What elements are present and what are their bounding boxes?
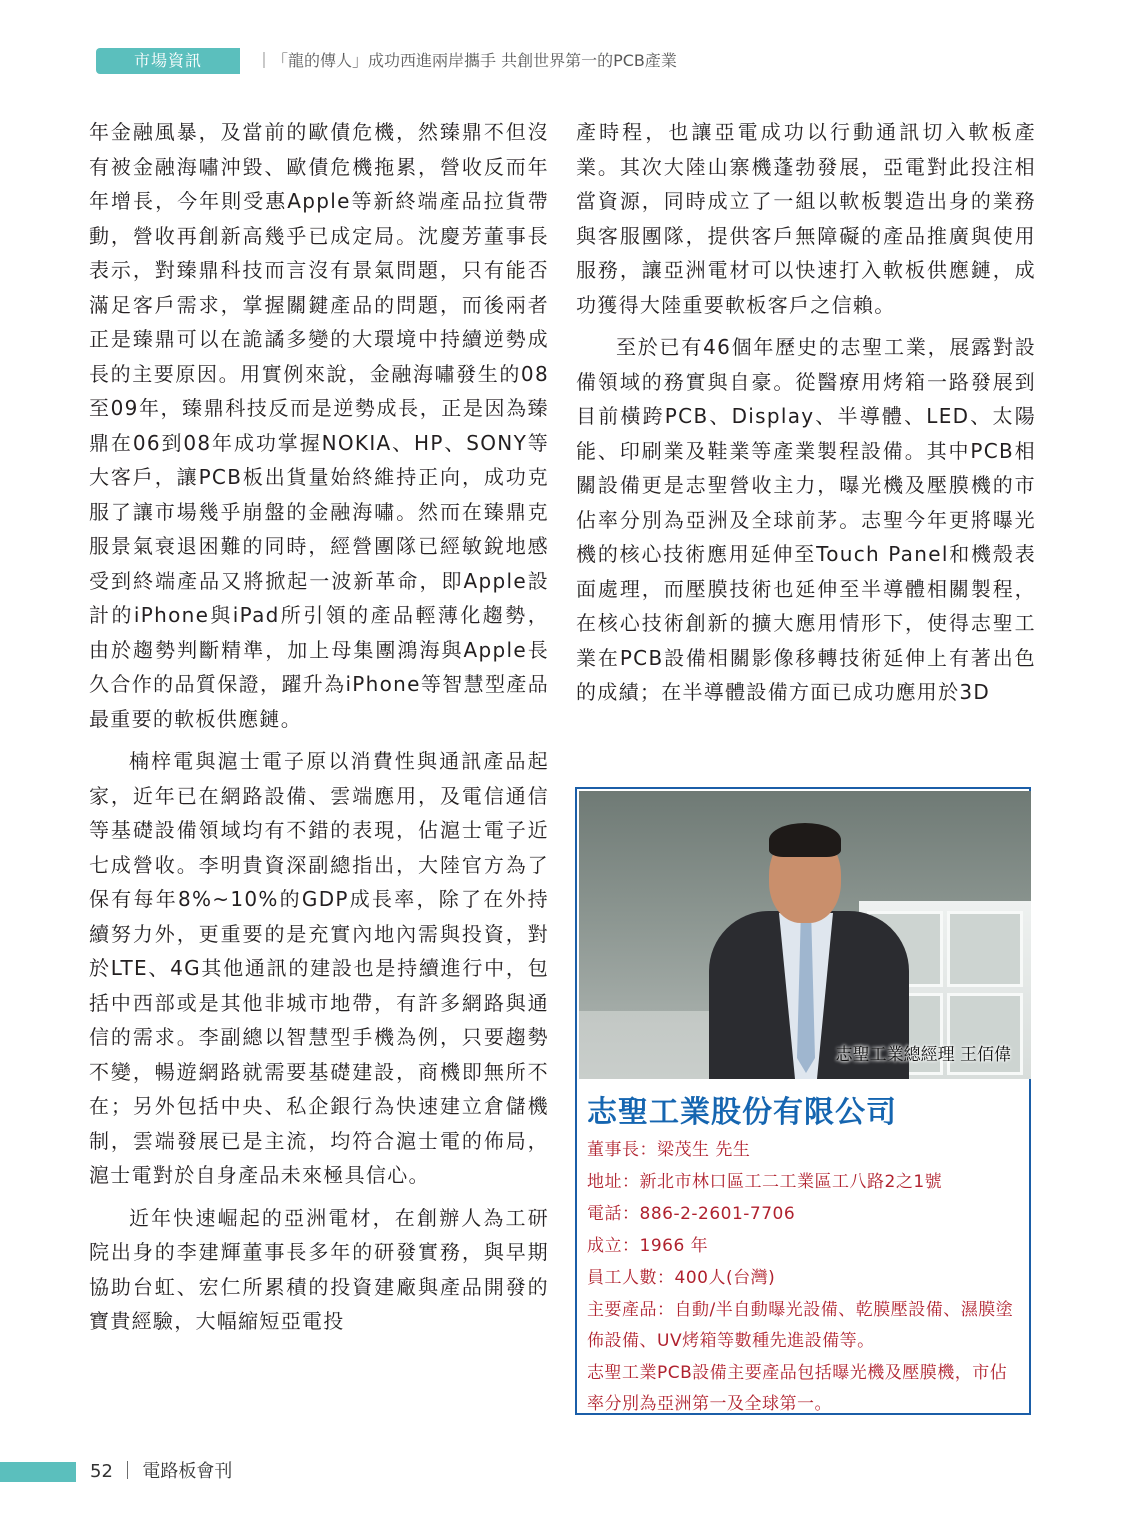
footer xyxy=(90,1458,232,1486)
section-badge: 市場資訊 xyxy=(96,48,240,74)
footer-accent-bar xyxy=(0,1462,76,1482)
company-name: 志聖工業股份有限公司 xyxy=(587,1095,897,1130)
info-market-share: 志聖工業PCB設備主要產品包括曝光機及壓膜機，市佔率分別為亞洲第一及全球第一。 xyxy=(587,1363,1008,1414)
photo-caption: 志聖工業總經理 王佰偉 xyxy=(835,1045,1011,1065)
right-text-column xyxy=(576,115,1036,765)
paragraph: 近年快速崛起的亞洲電材，在創辦人為工研院出身的李建輝董事長多年的研發實務，與早期協助台虹、宏仁所累積的投資建廠與產品開發的寶貴經驗，大幅縮短亞電投 xyxy=(89,1205,549,1333)
paragraph: 楠梓電與滬士電子原以消費性與通訊產品起家，近年已在網路設備、雲端應用，及電信通信等基礎設備領域均有不錯的表現，佔滬士電子近七成營收。李明貴資深副總指出，大陸官方為了保有每年8%~10%的GDP成長率，除了在外持續努力外，更重要的是充實內地內需與投資，對於LTE、4G其他通訊的建設也是持續進行中，包括中西部或是其他非城市地帶，有許多網路與通信的需求。李副總以智慧型手機為例，只要趨勢不變，暢遊網路就需要基礎建設，商機即無所不在；另外包括中央、私企銀行為快速建立倉儲機制，雲端發展已是主流，均符合滬士電的佈局，滬士電對於自身產品未來極具信心。 xyxy=(89,749,549,1187)
info-chairman: 董事長：梁茂生 先生 xyxy=(587,1140,751,1160)
company-details xyxy=(587,1135,1023,1420)
publication-name: ｜ 電路板會刊 xyxy=(118,1461,233,1482)
info-products: 主要產品：自動/半自動曝光設備、乾膜壓設備、濕膜塗佈設備、UV烤箱等數種先進設備等。 xyxy=(587,1300,1014,1351)
paragraph: 年金融風暴，及當前的歐債危機，然臻鼎不但沒有被金融海嘯沖毀、歐債危機拖累，營收反而年年增長，今年則受惠Apple等新終端產品拉貨帶動，營收再創新高幾乎已成定局。沈慶芳董事長表示，對臻鼎科技而言沒有景氣問題，只有能否滿足客戶需求，掌握關鍵產品的問題，而後兩者正是臻鼎可以在詭譎多變的大環境中持續逆勢成長的主要原因。用實例來說，金融海嘯發生的08至09年，臻鼎科技反而是逆勢成長，正是因為臻鼎在06到08年成功掌握NOKIA、HP、SONY等大客戶，讓PCB板出貨量始終維持正向，成功克服了讓市場幾乎崩盤的金融海嘯。然而在臻鼎克服景氣衰退困難的同時，經營團隊已經敏銳地感受到終端產品又將掀起一波新革命，即Apple設計的iPhone與iPad所引領的產品輕薄化趨勢，由於趨勢判斷精準，加上母集團鴻海與Apple長久合作的品質保證，躍升為iPhone等智慧型產品最重要的軟板供應鏈。 xyxy=(89,120,549,731)
left-text-column xyxy=(89,115,549,1445)
info-phone: 電話：886-2-2601-7706 xyxy=(587,1204,796,1224)
page-number: 52 xyxy=(90,1461,113,1482)
executive-photo xyxy=(579,791,1031,1079)
info-employees: 員工人數：400人(台灣) xyxy=(587,1268,776,1288)
window-pane xyxy=(947,911,1023,987)
running-header-title: ｜「龍的傳人」成功西進兩岸攜手 共創世界第一的PCB產業 xyxy=(256,51,677,70)
info-founded: 成立：1966 年 xyxy=(587,1236,709,1256)
person-hair xyxy=(769,823,841,857)
company-info-box xyxy=(575,787,1031,1415)
info-address: 地址：新北市林口區工二工業區工八路2之1號 xyxy=(587,1172,943,1192)
paragraph: 產時程，也讓亞電成功以行動通訊切入軟板產業。其次大陸山寨機蓬勃發展，亞電對此投注相當資源，同時成立了一組以軟板製造出身的業務與客服團隊，提供客戶無障礙的產品推廣與使用服務，讓亞洲電材可以快速打入軟板供應鏈，成功獲得大陸重要軟板客戶之信賴。 xyxy=(576,120,1036,317)
paragraph: 至於已有46個年歷史的志聖工業，展露對設備領域的務實與自豪。從醫療用烤箱一路發展到目前橫跨PCB、Display、半導體、LED、太陽能、印刷業及鞋業等產業製程設備。其中PCB相關設備更是志聖營收主力，曝光機及壓膜機的市佔率分別為亞洲及全球前茅。志聖今年更將曝光機的核心技術應用延伸至Touch Panel和機殼表面處理，而壓膜技術也延伸至半導體相關製程，在核心技術創新的擴大應用情形下，使得志聖工業在PCB設備相關影像移轉技術延伸上有著出色的成績；在半導體設備方面已成功應用於3D xyxy=(576,335,1036,704)
